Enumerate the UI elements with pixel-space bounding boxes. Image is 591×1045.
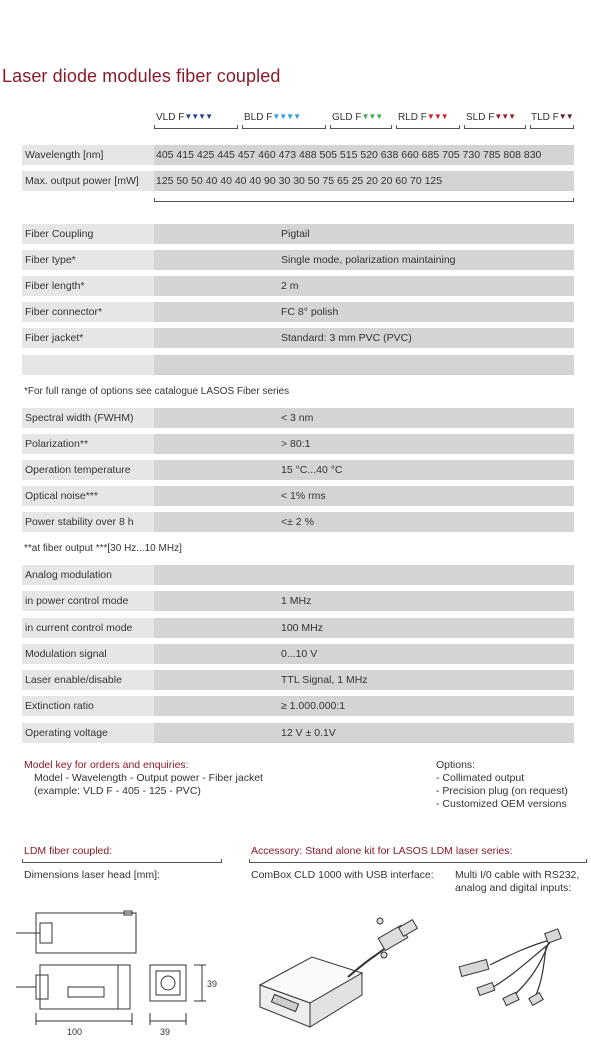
fiber-note: *For full range of options see catalogue LASOS Fiber series: [24, 386, 290, 397]
model-key-title: Model key for orders and enquiries:: [24, 759, 189, 771]
product-sld: SLD F▼▼▼: [466, 112, 516, 123]
fiber-length-row: Fiber length* 2 m: [22, 276, 574, 296]
modulation-header-row: Analog modulation: [22, 565, 574, 585]
product-bld: BLD F▼▼▼▼: [244, 112, 301, 123]
fiber-jacket-row: Fiber jacket* Standard: 3 mm PVC (PVC): [22, 328, 574, 348]
product-bracket: [530, 128, 574, 129]
product-bracket: [154, 128, 238, 129]
vld-triangles-icon: ▼▼▼▼: [184, 112, 213, 121]
combox-label: ComBox CLD 1000 with USB interface:: [251, 869, 434, 881]
product-bracket: [330, 128, 392, 129]
product-gld: GLD F▼▼▼: [332, 112, 383, 123]
product-bracket: [464, 128, 526, 129]
model-key-example: (example: VLD F - 405 - 125 - PVC): [34, 785, 201, 797]
dim-length: 100: [67, 1027, 83, 1037]
option-item: - Collimated output: [436, 772, 525, 784]
dim-width: 39: [160, 1027, 171, 1037]
stability-row: Power stability over 8 h <± 2 %: [22, 512, 574, 532]
power-row: Max. output power [mW] 125 50 50 40 40 40 40 90 30 30 50 75 65 25 20 20 60 70 125: [22, 171, 574, 191]
options-title: Options:: [436, 759, 476, 771]
power-values: 125 50 50 40 40 40 40 90 30 30 50 75 65 25 20 20 60 70 125: [156, 175, 443, 187]
dim-height: 39: [207, 979, 218, 989]
accessory-title: Accessory: Stand alone kit for LASOS LDM laser series:: [251, 845, 513, 857]
cable-label: Multi I/0 cable with RS232, analog and digital inputs:: [455, 869, 580, 894]
polarization-row: Polarization** > 80:1: [22, 434, 574, 454]
product-bracket: [396, 128, 460, 129]
combox-device-icon: [252, 915, 442, 1040]
noise-row: Optical noise*** < 1% rms: [22, 486, 574, 506]
temperature-row: Operation temperature 15 °C...40 °C: [22, 460, 574, 480]
output-note: **at fiber output ***[30 Hz...10 MHz]: [24, 543, 182, 554]
extinction-row: Extinction ratio ≥ 1.000.000:1: [22, 696, 574, 716]
page-title: Laser diode modules fiber coupled: [2, 66, 281, 86]
option-item: - Precision plug (on request): [436, 785, 568, 797]
divider: [249, 862, 587, 863]
gld-triangles-icon: ▼▼▼: [361, 112, 383, 121]
model-key-line: Model - Wavelength - Output power - Fiber jacket: [34, 772, 263, 784]
io-cable-icon: [450, 925, 590, 1035]
divider: [154, 201, 574, 202]
ldm-title: LDM fiber coupled:: [24, 845, 113, 857]
product-rld: RLD F▼▼▼: [398, 112, 448, 123]
product-bracket: [242, 128, 326, 129]
fiber-type-row: Fiber type* Single mode, polarization maintaining: [22, 250, 574, 270]
product-tld: TLD F▼▼: [531, 112, 573, 123]
power-mode-row: in power control mode 1 MHz: [22, 591, 574, 611]
sld-triangles-icon: ▼▼▼: [494, 112, 516, 121]
tld-triangles-icon: ▼▼: [558, 112, 573, 121]
option-item: - Customized OEM versions: [436, 798, 567, 810]
voltage-row: Operating voltage 12 V ± 0.1V: [22, 723, 574, 743]
wavelength-values: 405 415 425 445 457 460 473 488 505 515 520 638 660 685 705 730 785 808 830: [156, 149, 542, 161]
wavelength-row: Wavelength [nm] 405 415 425 445 457 460 473 488 505 515 520 638 660 685 705 730 785 808 830: [22, 145, 574, 165]
current-mode-row: in current control mode 100 MHz: [22, 618, 574, 638]
signal-row: Modulation signal 0...10 V: [22, 644, 574, 664]
divider: [22, 862, 222, 863]
product-vld: VLD F▼▼▼▼: [156, 112, 213, 123]
rld-triangles-icon: ▼▼▼: [426, 112, 448, 121]
bld-triangles-icon: ▼▼▼▼: [272, 112, 301, 121]
fiber-connector-row: Fiber connector* FC 8° polish: [22, 302, 574, 322]
spectral-row: Spectral width (FWHM) < 3 nm: [22, 408, 574, 428]
laser-head-drawing-icon: [14, 905, 224, 1040]
enable-row: Laser enable/disable TTL Signal, 1 MHz: [22, 670, 574, 690]
ldm-subtitle: Dimensions laser head [mm]:: [24, 869, 160, 881]
fiber-coupling-row: Fiber Coupling Pigtail: [22, 224, 574, 244]
blank-row: [22, 355, 574, 375]
